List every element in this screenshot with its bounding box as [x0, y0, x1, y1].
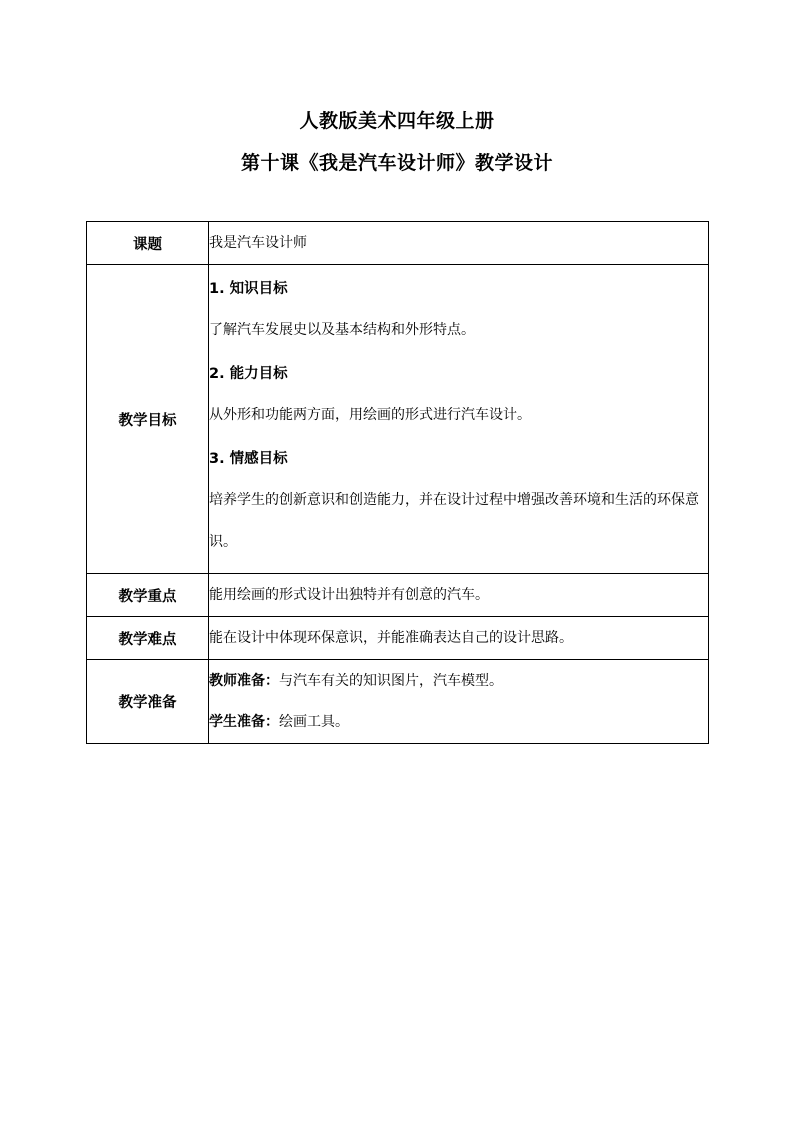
- table-row-key-points: [87, 574, 709, 617]
- objective-text-emotion: 培养学生的创新意识和创造能力，并在设计过程中增强改善环境和生活的环保意识。: [209, 492, 699, 550]
- teacher-preparation-value: 与汽车有关的知识图片，汽车模型。: [279, 673, 503, 689]
- table-row-difficulties: [87, 617, 709, 660]
- difficulties-label: 教学难点: [87, 617, 209, 660]
- difficulties-text: 能在设计中体现环保意识，并能准确表达自己的设计思路。: [209, 630, 573, 646]
- topic-label: 课题: [87, 222, 209, 265]
- student-preparation-label: 学生准备：: [209, 714, 279, 730]
- table-row-objectives: [87, 265, 709, 574]
- objective-heading-knowledge: 1. 知识目标: [209, 281, 288, 297]
- objectives-label: 教学目标: [87, 265, 209, 574]
- objective-heading-emotion: 3. 情感目标: [209, 451, 288, 467]
- document-subtitle: 第十课《我是汽车设计师》教学设计: [240, 152, 553, 174]
- key-points-label: 教学重点: [87, 574, 209, 617]
- key-points-value: [209, 574, 709, 617]
- teacher-preparation-label: 教师准备：: [209, 673, 279, 689]
- document-title: 人教版美术四年级上册: [299, 110, 495, 132]
- topic-text: 我是汽车设计师: [209, 235, 307, 251]
- objective-heading-ability: 2. 能力目标: [209, 366, 288, 382]
- student-preparation-value: 绘画工具。: [279, 714, 349, 730]
- table-row-preparation: [87, 660, 709, 744]
- objective-text-knowledge: 了解汽车发展史以及基本结构和外形特点。: [209, 322, 475, 338]
- student-preparation: [209, 712, 708, 732]
- key-points-text: 能用绘画的形式设计出独特并有创意的汽车。: [209, 587, 489, 603]
- topic-value: [209, 222, 709, 265]
- objectives-content: [209, 265, 709, 574]
- objective-text-ability: 从外形和功能两方面，用绘画的形式进行汽车设计。: [209, 407, 531, 423]
- table-row-topic: [87, 222, 709, 265]
- lesson-plan-table: [86, 221, 709, 744]
- preparation-label: 教学准备: [87, 660, 209, 744]
- preparation-content: [209, 660, 709, 744]
- teacher-preparation: [209, 671, 708, 691]
- difficulties-value: [209, 617, 709, 660]
